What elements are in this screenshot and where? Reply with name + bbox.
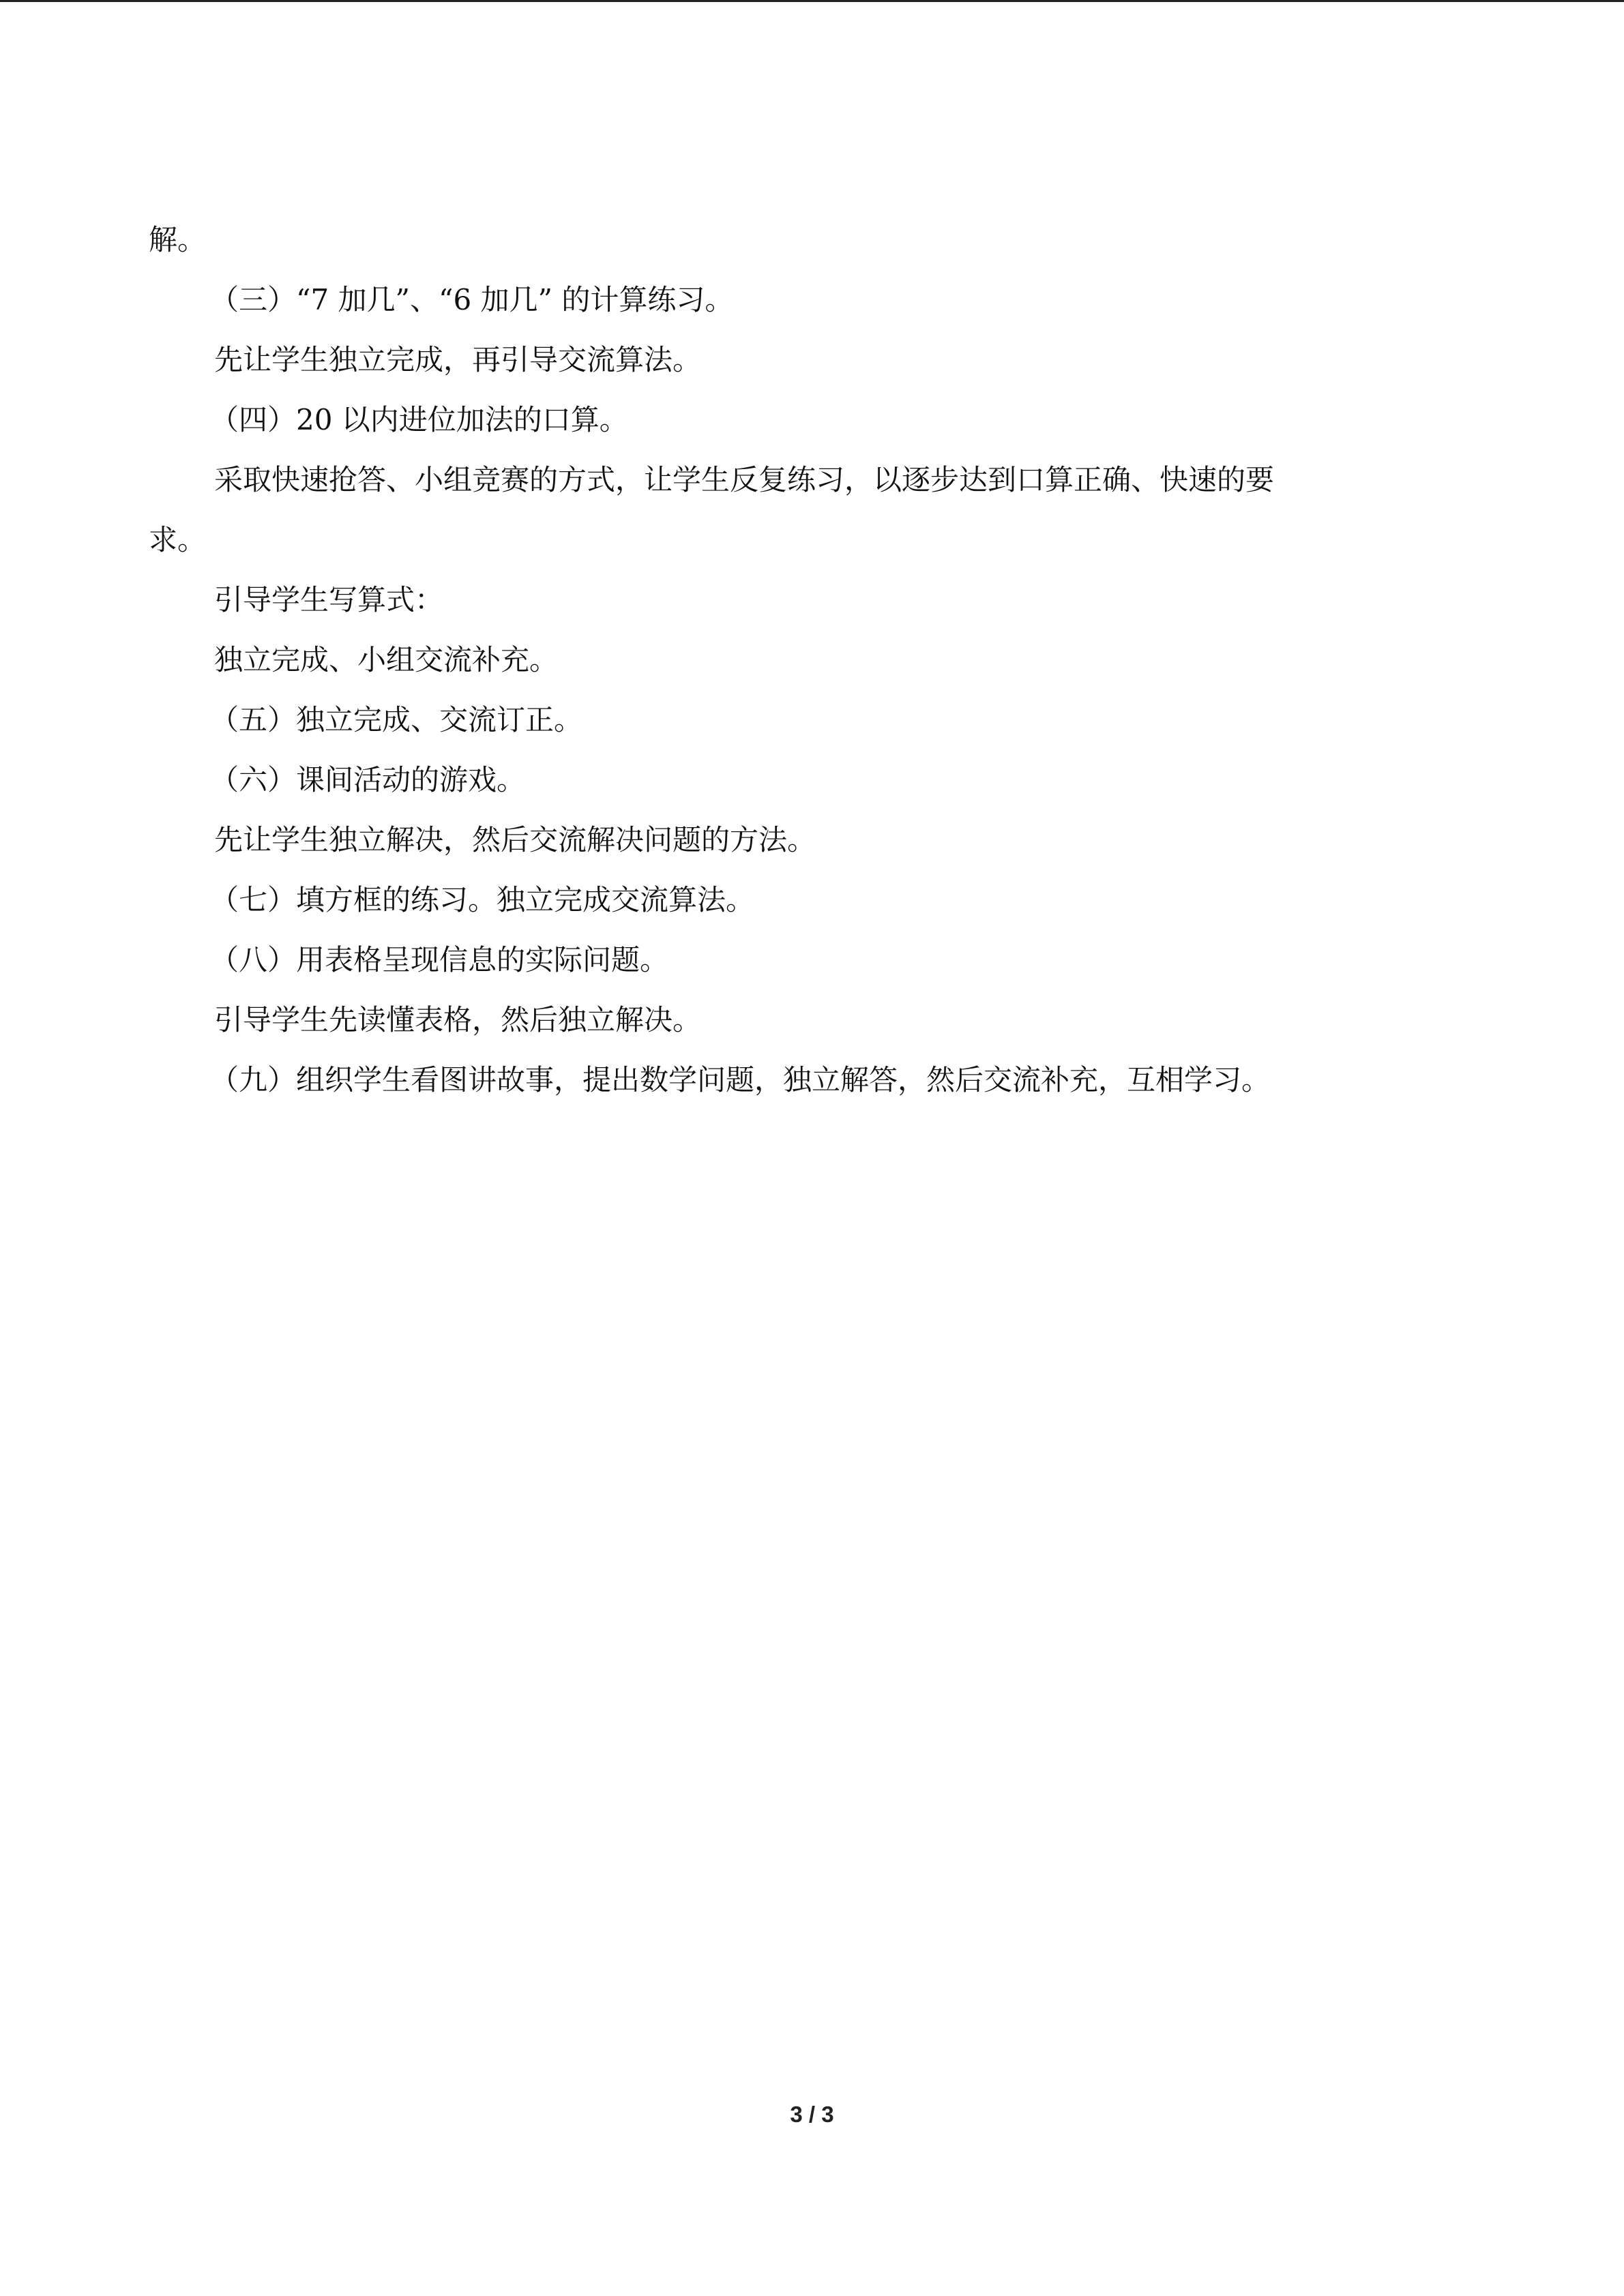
section-heading-eight: （八）用表格呈现信息的实际问题。 bbox=[210, 943, 669, 976]
paragraph: 引导学生写算式： bbox=[214, 583, 444, 616]
paragraph-continuation: 解。 bbox=[149, 223, 207, 256]
paragraph: 引导学生先读懂表格，然后独立解决。 bbox=[214, 1003, 702, 1037]
paragraph: 独立完成、小组交流补充。 bbox=[214, 643, 559, 676]
paragraph: 先让学生独立完成，再引导交流算法。 bbox=[214, 343, 702, 376]
section-heading-five: （五）独立完成、交流订正。 bbox=[210, 703, 583, 736]
document-body bbox=[149, 210, 1486, 1110]
section-heading-seven: （七）填方框的练习。独立完成交流算法。 bbox=[210, 883, 755, 916]
page-number: 3 / 3 bbox=[790, 2102, 834, 2127]
section-heading-three: （三）“7 加几”、“6 加几” 的计算练习。 bbox=[210, 283, 734, 316]
paragraph-continuation: 求。 bbox=[149, 523, 207, 556]
paragraph: 先让学生独立解决，然后交流解决问题的方法。 bbox=[214, 823, 816, 856]
paragraph: 采取快速抢答、小组竞赛的方式，让学生反复练习，以逐步达到口算正确、快速的要 bbox=[214, 463, 1275, 496]
section-heading-nine: （九）组织学生看图讲故事，提出数学问题，独立解答，然后交流补充，互相学习。 bbox=[210, 1063, 1271, 1097]
section-heading-four: （四）20 以内进位加法的口算。 bbox=[210, 403, 628, 436]
section-heading-six: （六）课间活动的游戏。 bbox=[210, 763, 526, 796]
